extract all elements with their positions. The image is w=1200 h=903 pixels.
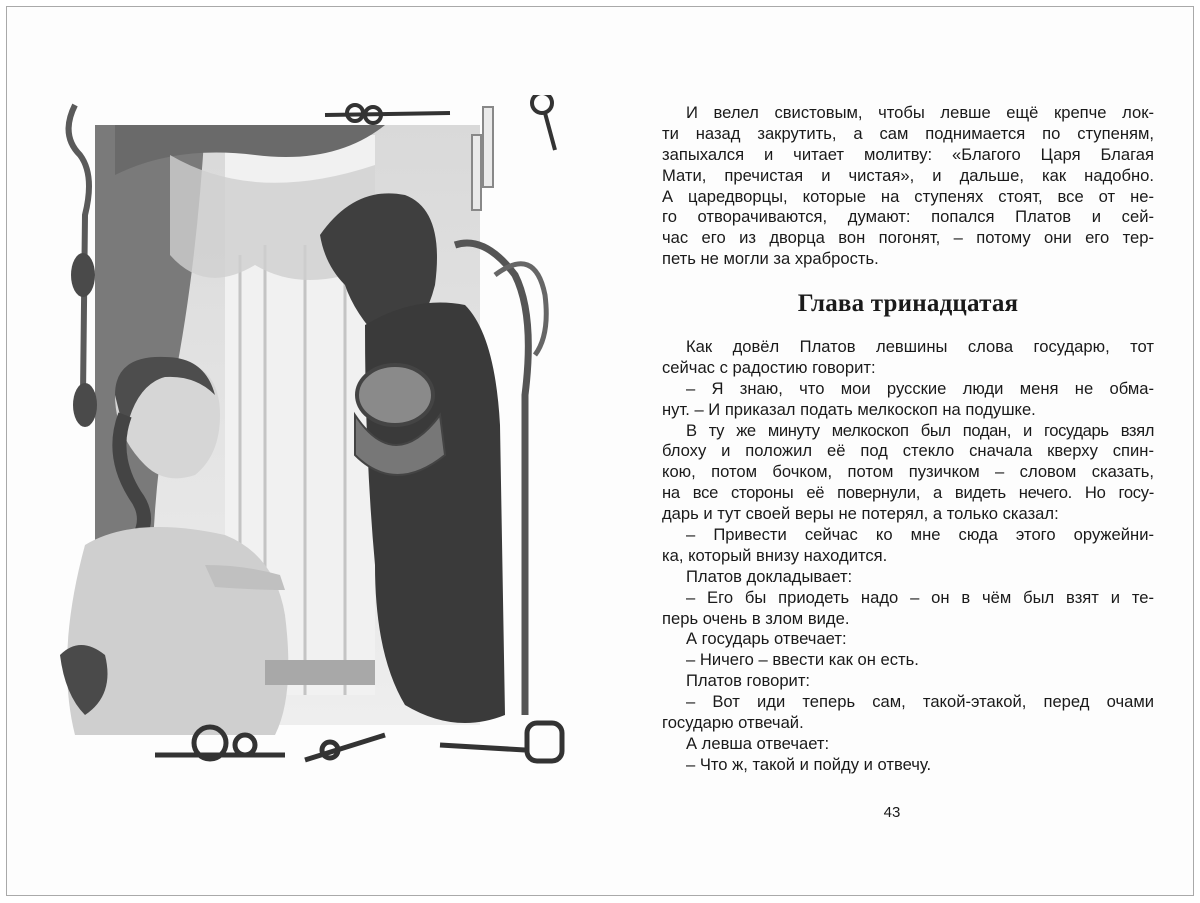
text-line: А левша отвечает:: [686, 733, 830, 753]
text-line: – Что ж, такой и пойду и отвечу.: [686, 754, 932, 774]
text-line: сейчас с радостию говорит:: [662, 357, 876, 377]
text-line: нут. – И приказал подать мелкоскоп на подушке.: [662, 399, 1036, 419]
text-line: государю отвечай.: [662, 713, 804, 733]
text-line: запыхался и читает молитву: «Благого Царя Благая: [662, 144, 1154, 164]
text-line: Мати, пречистая и чистая», и дальше, как надобно.: [662, 165, 1154, 185]
text-line: на все стороны её повернули, а видеть нечего. Но госу-: [662, 483, 1154, 503]
text-line: го отворачиваются, думают: попался Платов и сей-: [662, 207, 1154, 227]
text-line: дарь и тут своей веры не потерял, а только сказал:: [662, 504, 1059, 524]
text-line: блоху и положил её под стекло сначала кверху спин-: [662, 441, 1154, 461]
text-line: – Я знаю, что мои русские люди меня не обма-: [686, 378, 1154, 398]
text-line: Как довёл Платов левшины слова государю, тот: [686, 337, 1154, 356]
text-line: час его из дворца вон погонят, – потому они его тер-: [662, 228, 1154, 248]
chapter-title: Глава тринадцатая: [797, 290, 1019, 317]
illustration: [55, 95, 585, 775]
text-line: – Привести сейчас ко мне сюда этого оружейни-: [686, 525, 1154, 545]
page-number: 43: [883, 804, 901, 821]
text-line: И велел свистовым, чтобы левше ещё крепче лок-: [686, 103, 1154, 122]
text-line: петь не могли за храбрость.: [662, 249, 879, 269]
text-line: – Вот иди теперь сам, такой-этакой, перед очами: [686, 692, 1154, 712]
text-line: А государь отвечает:: [686, 629, 847, 649]
text-line: перь очень в злом виде.: [662, 608, 850, 628]
text-line: – Его бы приодеть надо – он в чём был взят и те-: [686, 587, 1154, 607]
text-block-intro: [662, 103, 1154, 270]
illustration-image: [55, 95, 585, 775]
text-line: Платов говорит:: [686, 671, 811, 691]
text-line: кою, потом бочком, потом пузичком – словом сказать,: [662, 462, 1154, 482]
text-line: Платов докладывает:: [686, 566, 853, 586]
text-line: ка, который внизу находится.: [662, 545, 888, 565]
text-line: В ту же минуту мелкоскоп был подан, и государь взял: [686, 420, 1154, 440]
text-line: А царедворцы, которые на ступенях стоят, все от не-: [662, 186, 1154, 206]
text-line: – Ничего – ввести как он есть.: [686, 650, 919, 670]
text-block-chapter: [662, 337, 1154, 776]
text-line: ти назад закрутить, а сам поднимается по ступеням,: [662, 123, 1154, 143]
